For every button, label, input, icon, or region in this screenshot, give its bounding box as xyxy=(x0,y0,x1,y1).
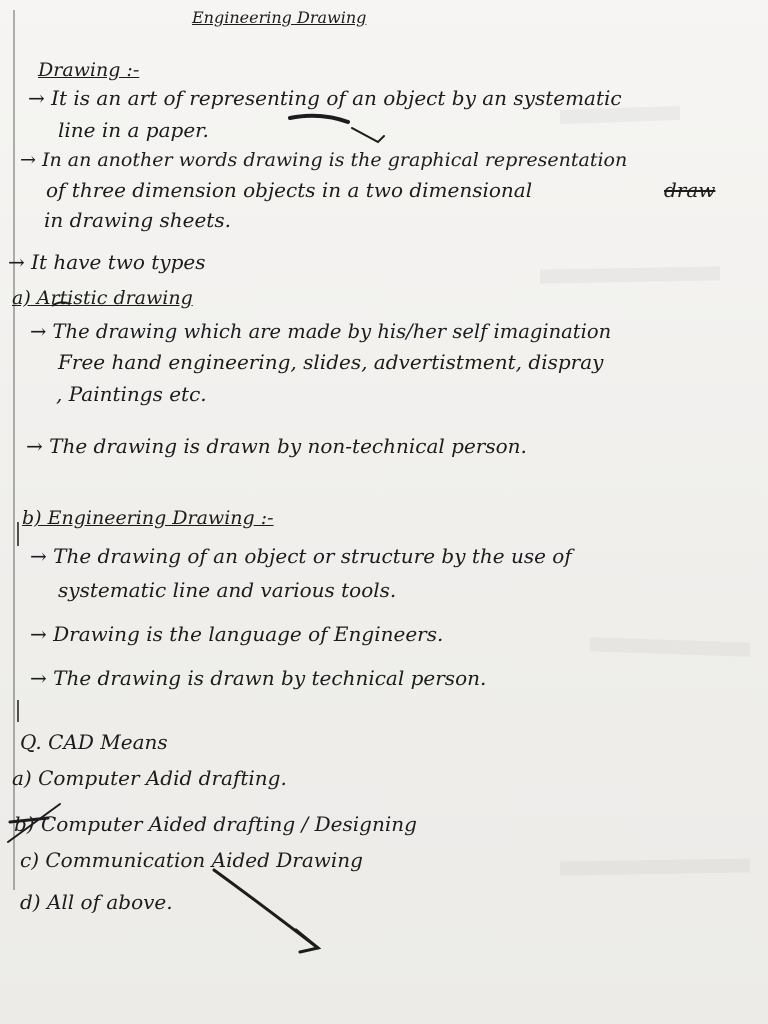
note-line: , Paintings etc. xyxy=(56,382,207,406)
option-line: c) Communication Aided Drawing xyxy=(20,848,363,872)
note-line: → The drawing is drawn by technical person. xyxy=(30,666,487,690)
bleed-through-mark xyxy=(540,266,720,283)
note-line: → The drawing which are made by his/her self imagination xyxy=(30,320,612,343)
ink-squiggle xyxy=(290,116,348,122)
option-line: b) Computer Aided drafting / Designing xyxy=(14,812,417,836)
note-line: in drawing sheets. xyxy=(44,208,231,232)
note-line: → It is an art of representing of an object by an systematic xyxy=(28,86,622,110)
bleed-through-mark xyxy=(560,858,750,875)
artistic-heading: a) Artistic drawing xyxy=(12,287,193,309)
note-line: Free hand engineering, slides, advertistment, dispray xyxy=(58,350,604,374)
note-line: systematic line and various tools. xyxy=(58,578,397,602)
ink-arrow-line xyxy=(214,870,318,948)
note-line: → The drawing is drawn by non-technical person. xyxy=(26,434,527,458)
note-line: → Drawing is the language of Engineers. xyxy=(30,622,444,646)
engineering-heading: b) Engineering Drawing :- xyxy=(22,507,274,529)
crossed-out-word: draw xyxy=(664,178,716,202)
bleed-through-mark xyxy=(590,637,750,657)
note-line: → The drawing of an object or structure by the use of xyxy=(30,544,572,568)
option-line: d) All of above. xyxy=(20,890,173,914)
option-line: a) Computer Adid drafting. xyxy=(12,766,287,790)
ink-arrow xyxy=(352,128,384,142)
question-line: Q. CAD Means xyxy=(20,730,168,754)
drawing-heading: Drawing :- xyxy=(38,59,140,81)
note-line: → It have two types xyxy=(8,250,206,274)
note-line: line in a paper. xyxy=(58,118,209,142)
note-line: → In an another words drawing is the graphical representation xyxy=(20,149,628,171)
margin-rule xyxy=(13,10,15,890)
ink-arrowhead xyxy=(296,930,318,952)
note-line: of three dimension objects in a two dimensional xyxy=(46,178,533,202)
page-title: Engineering Drawing xyxy=(192,8,367,27)
